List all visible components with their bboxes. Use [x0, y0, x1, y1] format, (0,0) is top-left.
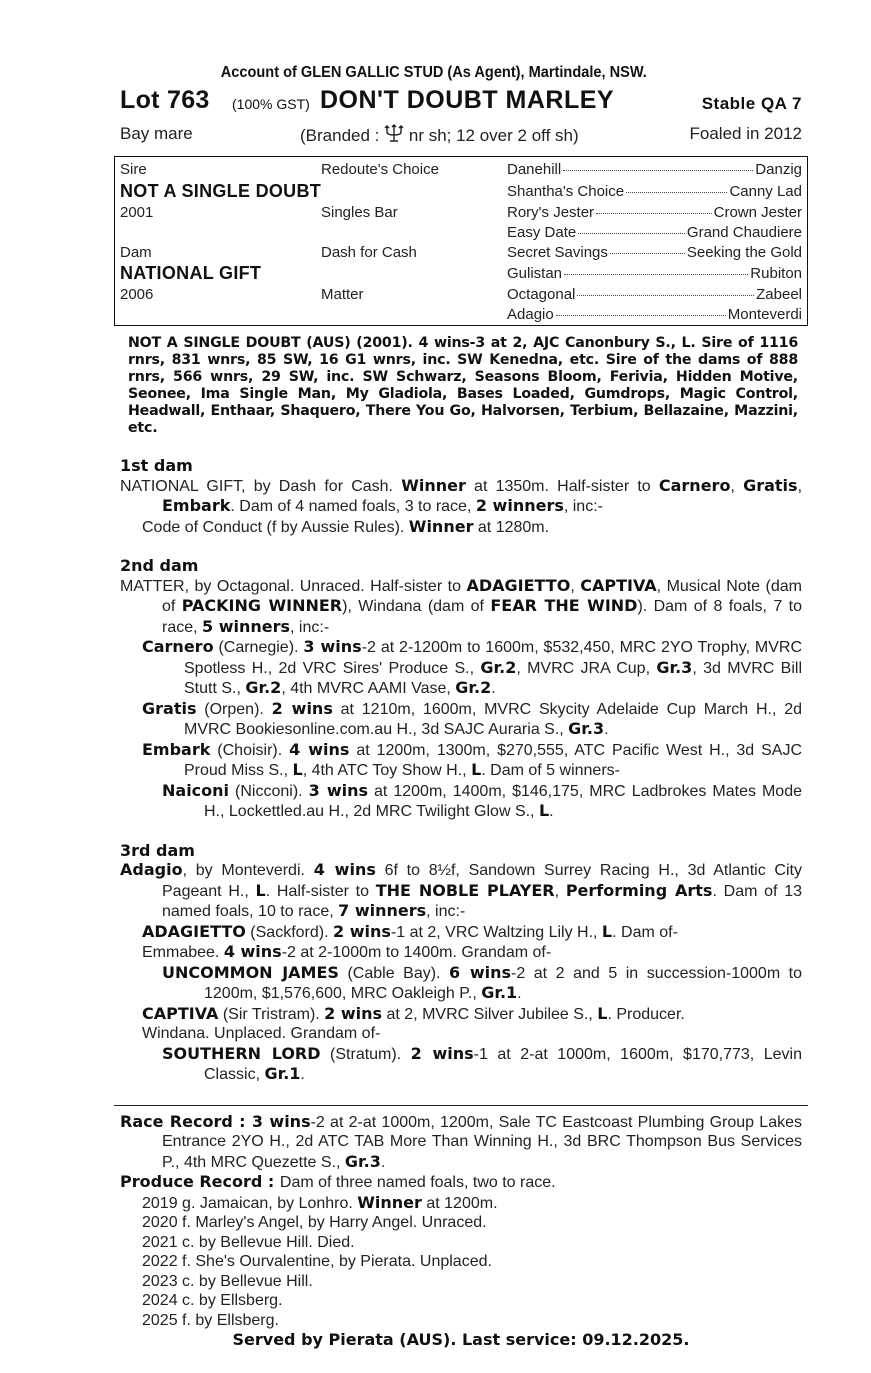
lot-number: Lot 763: [120, 86, 210, 114]
great-grandparent: Octagonal Zabeel: [507, 286, 802, 303]
great-grandparent: Gulistan Rubiton: [507, 265, 802, 282]
brand-prefix: (Branded :: [300, 126, 380, 145]
dam-name: NATIONAL GIFT: [120, 263, 262, 283]
foaled-year: Foaled in 2012: [689, 124, 802, 143]
second-dam-foal: Embark (Choisir). 4 wins at 1200m, 1300m, $270,555, ATC Pacific West H., 3d SAJC Proud Miss S., L, 4th ATC Toy Show H., L. Dam of 5 winners-: [142, 739, 803, 779]
produce-record: Produce Record : Dam of three named foals, two to race.: [120, 1172, 556, 1191]
first-dam-foal: Code of Conduct (f by Aussie Rules). Winner at 1280m.: [142, 516, 550, 536]
produce-item: 2024 c. by Ellsberg.: [142, 1292, 283, 1309]
third-dam-grandfoal: Emmabee. 4 wins-2 at 2-1000m to 1400m. Grandam of-: [142, 942, 552, 961]
brand-suffix: nr sh; 12 over 2 off sh): [408, 126, 579, 145]
grandsire-paternal: Redoute's Choice: [321, 161, 439, 178]
gst-note: (100% GST): [232, 96, 310, 112]
third-dam-foal: CAPTIVA (Sir Tristram). 2 wins at 2, MVRC Silver Jubilee S., L. Producer.: [142, 1003, 685, 1023]
produce-item: 2020 f. Marley's Angel, by Harry Angel. Unraced.: [142, 1214, 487, 1231]
second-dam-grandfoal: Naiconi (Nicconi). 3 wins at 1200m, 1400m, $146,175, MRC Ladbrokes Mates Mode H., Lockettled.au H., 2d MRC Twilight Glow S., L.: [162, 780, 802, 820]
third-dam-greatgrandfoal: UNCOMMON JAMES (Cable Bay). 6 wins-2 at 2 and 5 in succession-1000m to 1200m, $1,576,600, MRC Oakleigh P., Gr.1.: [162, 962, 803, 1002]
second-dam-foal: Carnero (Carnegie). 3 wins-2 at 2-1200m to 1600m, $532,450, MRC 2YO Trophy, MVRC Spotless H., 2d VRC Sires' Produce S., Gr.2, MVRC JRA Cup, Gr.3, 3d MVRC Bill Stutt S., Gr.2, 4th MVRC AAMI Vase, Gr.2.: [142, 637, 803, 697]
served-note: Served by Pierata (AUS). Last service: 09.12.2025.: [232, 1330, 690, 1349]
horse-name: DON'T DOUBT MARLEY: [320, 86, 615, 114]
dam-history: [120, 456, 802, 1350]
great-grandparent: Easy Date Grand Chaudiere: [507, 224, 802, 241]
sire-name: NOT A SINGLE DOUBT: [120, 181, 322, 201]
trident-brand-icon: [384, 124, 404, 142]
produce-item: 2019 g. Jamaican, by Lonhro. Winner at 1200m.: [142, 1192, 498, 1212]
brand-description: [300, 124, 579, 146]
stable-location: Stable QA 7: [701, 94, 802, 113]
produce-item: 2025 f. by Ellsberg.: [142, 1311, 279, 1329]
great-grandparent: Danehill Danzig: [507, 161, 802, 178]
third-dam-entry: Adagio, by Monteverdi. 4 wins 6f to 8½f, Sandown Surrey Racing H., 3d Atlantic City Pageant H., L. Half-sister to THE NOBLE PLAYER, Performing Arts. Dam of 13 named foals, 10 to race, 7 winners, inc:-: [120, 860, 803, 920]
produce-item: 2023 c. by Bellevue Hill.: [142, 1272, 313, 1290]
dam-year: 2006: [120, 286, 154, 303]
second-dam-foal: Gratis (Orpen). 2 wins at 1210m, 1600m, MVRC Skycity Adelaide Cup March H., 2d MVRC Bookiesonline.com.au H., 3d SAJC Auraria S., Gr.3.: [142, 698, 802, 738]
produce-item: 2021 c. by Bellevue Hill. Died.: [142, 1233, 355, 1251]
vendor-account: Account of GLEN GALLIC STUD (As Agent), Martindale, NSW.: [220, 64, 647, 81]
colour-sex: Bay mare: [120, 124, 193, 143]
great-grandparent: Secret Savings Seeking the Gold: [507, 244, 802, 261]
great-grandparent: Adagio Monteverdi: [507, 306, 802, 323]
sire-summary: NOT A SINGLE DOUBT (AUS) (2001). 4 wins-3 at 2, AJC Canonbury S., L. Sire of 1116 rnrs, 831 wnrs, 85 SW, 16 G1 wnrs, inc. SW Kenedna, etc. Sire of the dams of 888 rnrs, 566 wnrs, 29 SW, inc. SW Schwarz, Seasons Bloom, Ferivia, Hidden Motive, Seonee, Ima Single Man, My Gladiola, Bases Loaded, Gumdrops, Magic Control, Headwall, Enthaar, Shaquero, There You Go, Halvorsen, Terbium, Bellazaine, Mazzini, etc.: [128, 335, 798, 436]
second-dam-entry: MATTER, by Octagonal. Unraced. Half-sister to ADAGIETTO, CAPTIVA, Musical Note (dam of PACKING WINNER), Windana (dam of FEAR THE WIND). Dam of 8 foals, 7 to race, 5 winners, inc:-: [120, 575, 803, 636]
produce-item: 2022 f. She's Ourvalentine, by Pierata. Unplaced.: [142, 1253, 492, 1270]
pedigree-table: [114, 156, 808, 326]
first-dam-entry: NATIONAL GIFT, by Dash for Cash. Winner at 1350m. Half-sister to Carnero, Gratis, Embark. Dam of 4 named foals, 3 to race, 2 winners, inc:-: [120, 475, 803, 515]
second-dam-heading: 2nd dam: [120, 556, 199, 575]
great-grandparent: Shantha's Choice Canny Lad: [507, 183, 802, 200]
sire-year: 2001: [120, 204, 154, 221]
lot-header: [120, 86, 802, 118]
race-record: Race Record : 3 wins-2 at 2-at 1000m, 1200m, Sale TC Eastcoast Plumbing Group Lakes Entrance 2YO H., 2d ATC TAB More Than Winning H., 3d BRC Thompson Bus Services P., 4th MRC Quezette S., Gr.3.: [120, 1111, 802, 1171]
third-dam-heading: 3rd dam: [120, 840, 195, 860]
third-dam-grandfoal: Windana. Unplaced. Grandam of-: [142, 1025, 381, 1042]
divider: [114, 1105, 808, 1106]
sire-label: Sire: [120, 161, 147, 178]
third-dam-greatgrandfoal: SOUTHERN LORD (Stratum). 2 wins-1 at 2-at 1000m, 1600m, $170,773, Levin Classic, Gr.1.: [162, 1043, 802, 1083]
first-dam-heading: 1st dam: [120, 456, 193, 475]
grandsire-maternal: Dash for Cash: [321, 244, 417, 261]
granddam-maternal: Matter: [321, 286, 364, 303]
third-dam-foal: ADAGIETTO (Sackford). 2 wins-1 at 2, VRC Waltzing Lily H., L. Dam of-: [142, 921, 678, 941]
dam-label: Dam: [120, 244, 152, 261]
great-grandparent: Rory's Jester Crown Jester: [507, 204, 802, 221]
granddam-paternal: Singles Bar: [321, 204, 398, 221]
